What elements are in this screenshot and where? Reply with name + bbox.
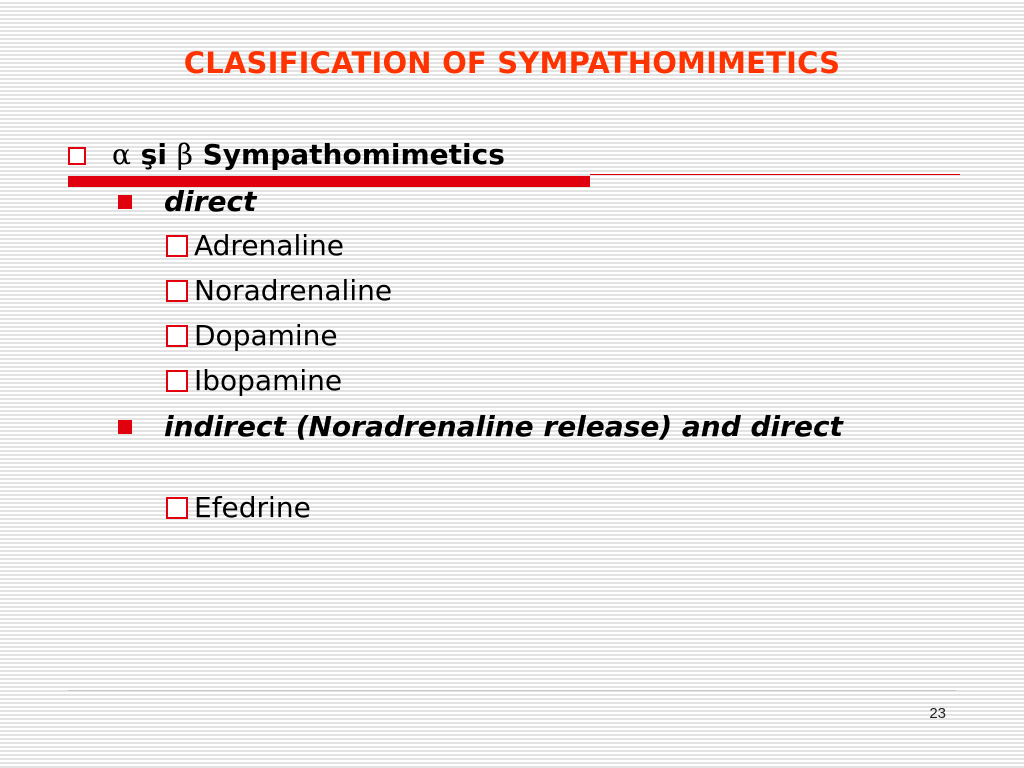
item-label: Efedrine [194, 491, 311, 524]
list-item [166, 273, 392, 309]
page-number: 23 [929, 705, 946, 722]
item-label: Adrenaline [194, 229, 344, 262]
hollow-square-icon [166, 497, 188, 519]
beta-symbol: β [176, 138, 193, 171]
group-direct [118, 183, 256, 220]
hollow-square-icon [166, 280, 188, 302]
list-item [166, 228, 344, 264]
footer-divider [68, 690, 956, 691]
group-label: direct [164, 185, 257, 218]
group-indirect [118, 408, 878, 445]
list-item [166, 363, 342, 399]
hollow-square-icon [68, 147, 86, 165]
item-label: Dopamine [194, 319, 338, 352]
heading-conjunction: şi [130, 138, 177, 171]
list-item [166, 318, 338, 354]
filled-square-icon [118, 195, 132, 209]
item-label: Ibopamine [194, 364, 343, 397]
hollow-square-icon [166, 325, 188, 347]
accent-rule [590, 174, 960, 175]
alpha-symbol: α [112, 138, 131, 171]
list-item [166, 490, 311, 526]
slide-title: CLASIFICATION OF SYMPATHOMIMETICS [183, 46, 841, 80]
group-label: indirect (Noradrenaline release) and direct [164, 410, 843, 443]
hollow-square-icon [166, 370, 188, 392]
heading-label: Sympathomimetics [192, 138, 505, 171]
item-label: Noradrenaline [194, 274, 393, 307]
hollow-square-icon [166, 235, 188, 257]
heading-text [112, 138, 505, 171]
filled-square-icon [118, 420, 132, 434]
